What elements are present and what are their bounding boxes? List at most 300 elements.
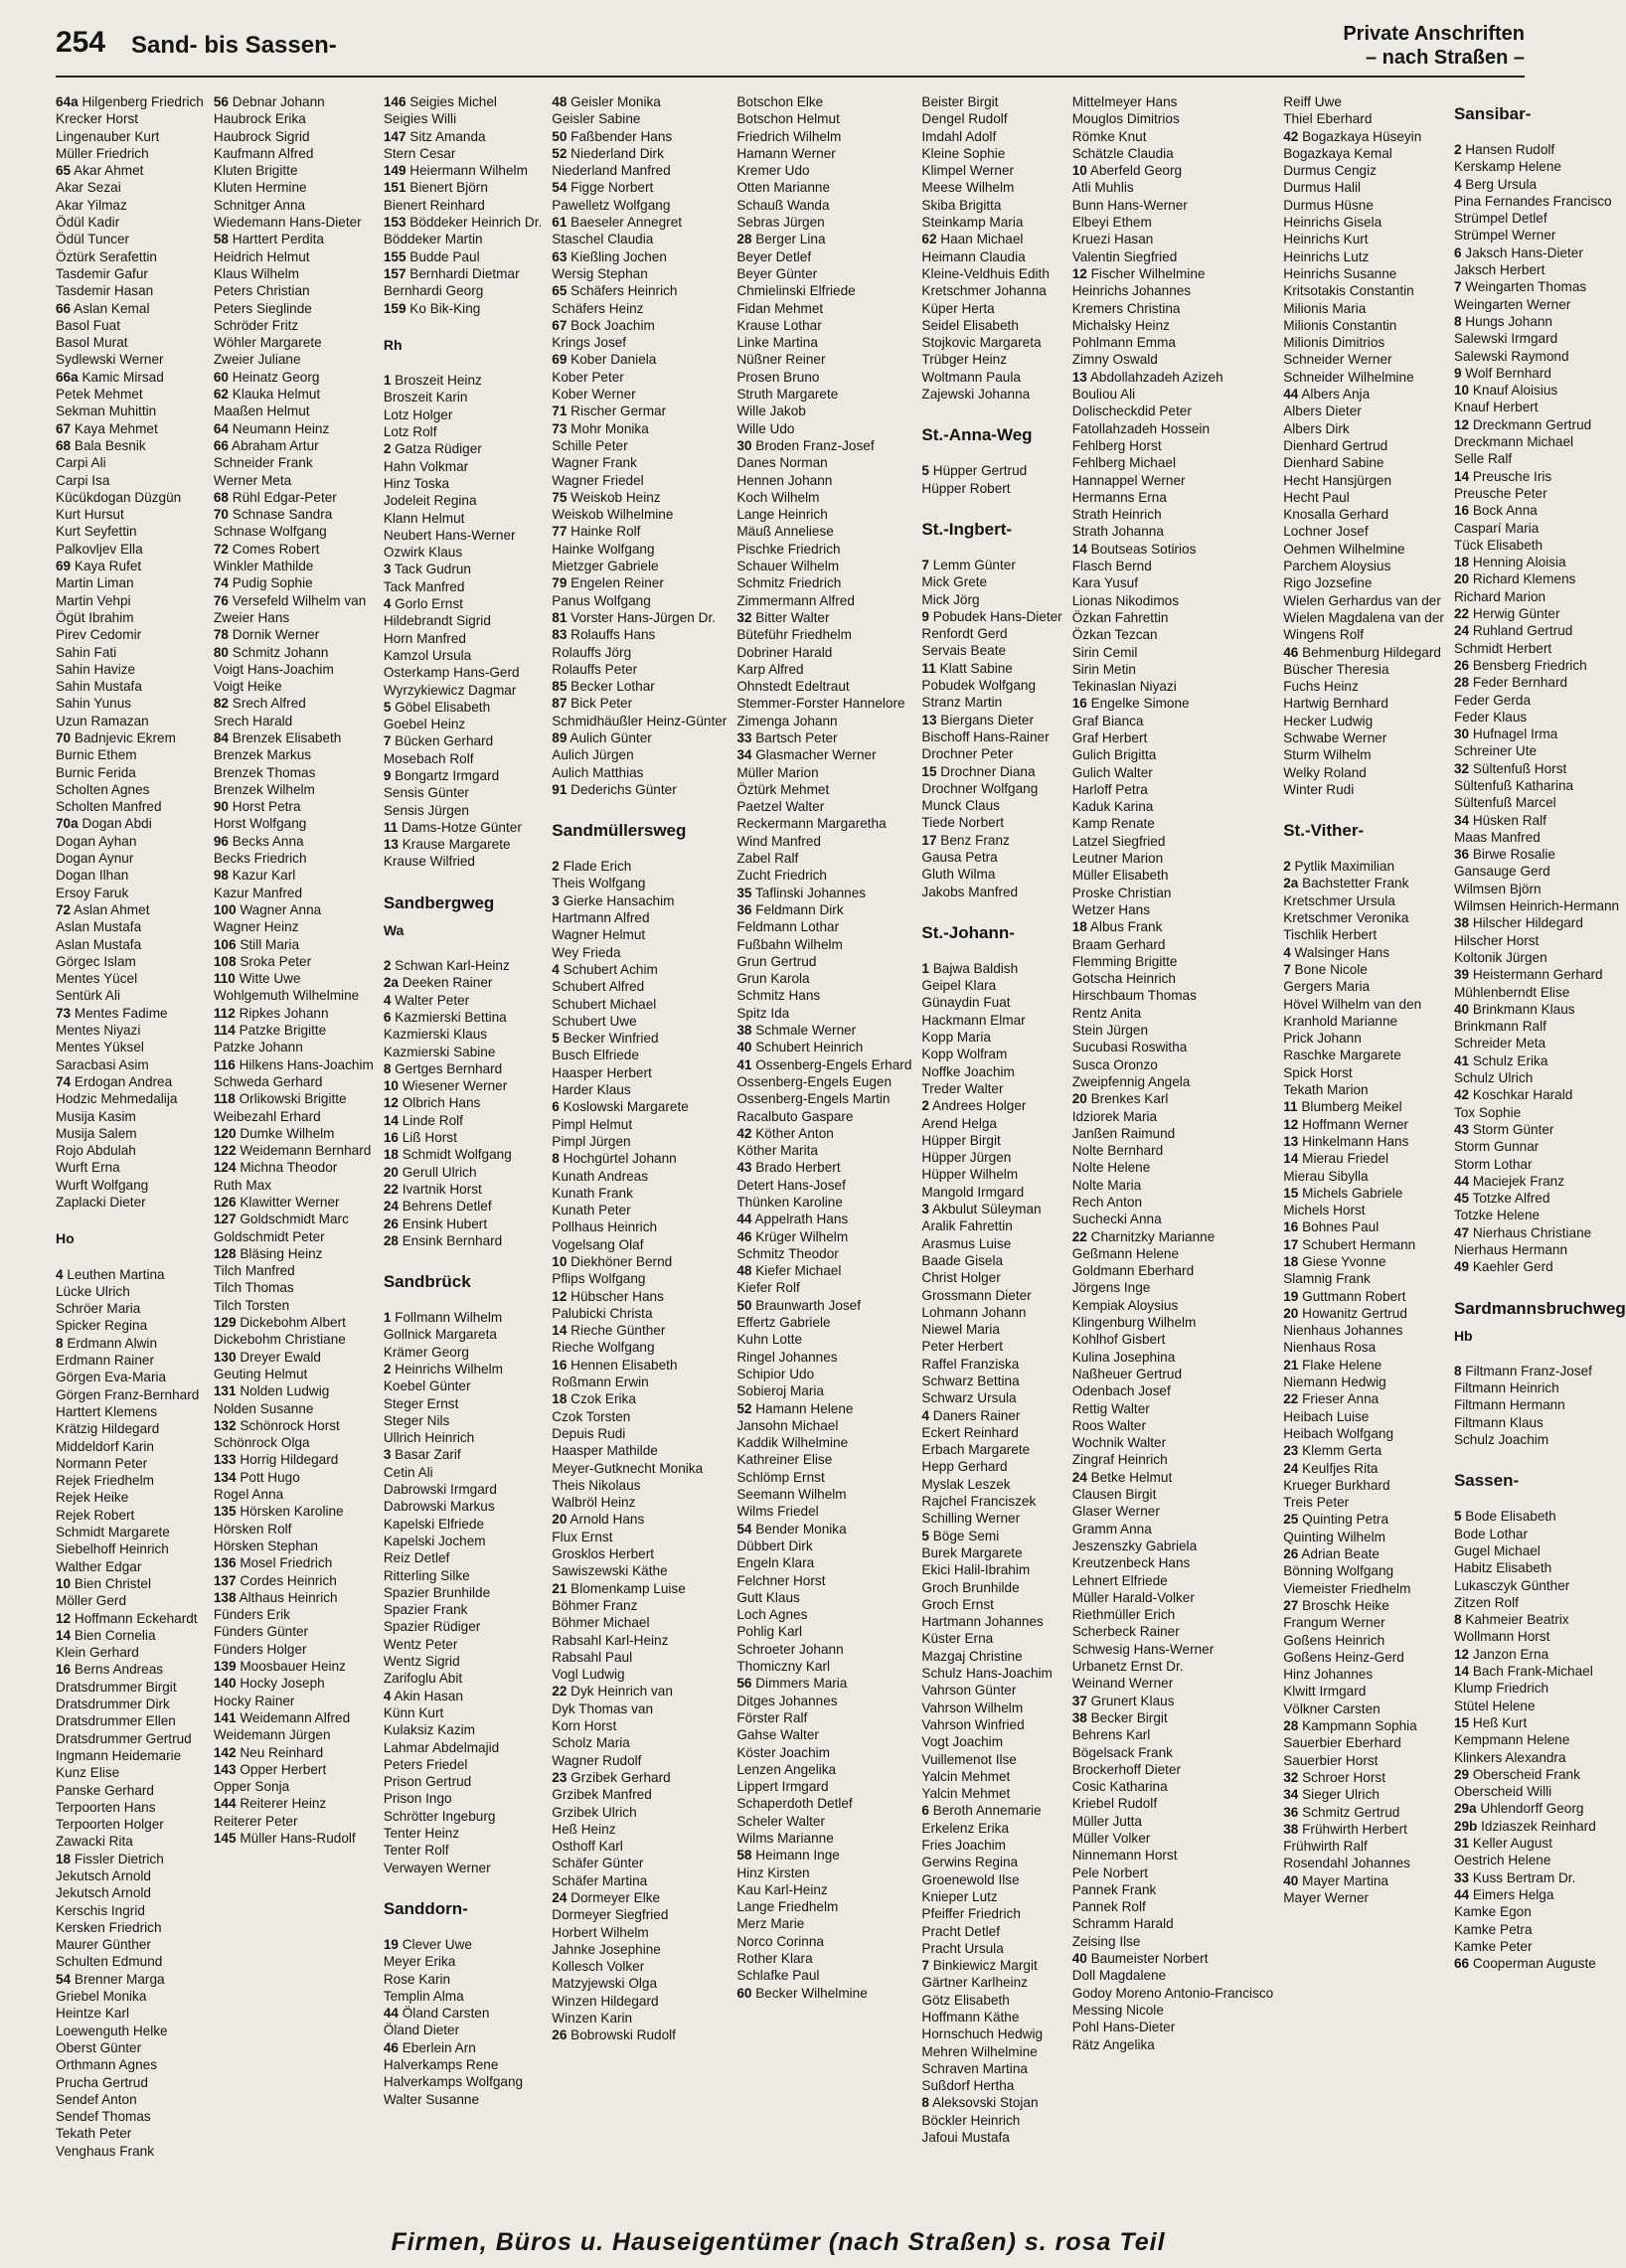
resident-entry: Müller Elisabeth [1071, 868, 1169, 884]
resident-entry: 30 Broden Franz-Josef [736, 437, 875, 453]
resident-entry: Thünken Karoline [736, 1195, 843, 1210]
resident-entry: Bunn Hans-Werner [1071, 197, 1188, 213]
resident-entry: Gahse Walter [736, 1727, 819, 1743]
house-number: 8 [552, 1151, 560, 1167]
resident-entry: Korn Horst [552, 1718, 617, 1734]
resident-entry: Mentes Yücel [56, 971, 138, 987]
resident-entry: Görgen Eva-Maria [56, 1370, 167, 1385]
resident-entry: Weingarten Werner [1453, 296, 1571, 312]
house-number: 44 [736, 1212, 752, 1227]
house-number: 72 [213, 541, 229, 557]
resident-entry: 26 Adrian Beate [1283, 1546, 1380, 1562]
resident-entry: Goldschmidt Peter [213, 1228, 325, 1244]
resident-entry: Böhmer Michael [552, 1615, 650, 1631]
resident-entry: Förster Ralf [736, 1709, 808, 1725]
resident-entry: 32 Schroer Horst [1283, 1769, 1385, 1785]
resident-entry: 4 Daners Rainer [921, 1407, 1021, 1423]
resident-entry: 9 Wolf Bernhard [1453, 365, 1551, 381]
resident-entry: Petek Mehmet [56, 387, 143, 403]
resident-entry: Chmielinski Elfriede [736, 283, 856, 299]
resident-entry: Hoffmann Käthe [921, 2009, 1020, 2025]
directory-columns [56, 93, 1626, 2159]
resident-entry: Quinting Wilhelm [1283, 1529, 1385, 1544]
street-heading: Sandbergweg [383, 892, 495, 912]
house-number: 30 [736, 437, 752, 453]
resident-entry: Haubrock Erika [213, 111, 306, 127]
house-number: 144 [213, 1796, 237, 1812]
resident-entry: Pele Norbert [1071, 1864, 1149, 1880]
resident-entry: Scherbeck Rainer [1071, 1624, 1180, 1640]
resident-entry: Middeldorf Karin [56, 1438, 154, 1454]
resident-entry: 7 Bücken Gerhard [383, 733, 494, 749]
resident-entry: 141 Weidemann Alfred [213, 1709, 351, 1725]
resident-entry: Mäuß Anneliese [736, 524, 834, 540]
resident-entry: 153 Böddeker Heinrich Dr. [383, 215, 543, 231]
house-number: 157 [383, 265, 406, 281]
resident-entry: Zawacki Rita [56, 1834, 133, 1850]
resident-entry: Kerskamp Helene [1453, 159, 1561, 175]
resident-entry: 20 Arnold Hans [552, 1512, 645, 1528]
house-number: 28 [383, 1232, 399, 1248]
resident-entry: Wyrzykiewicz Dagmar [383, 682, 517, 698]
resident-entry: Kretschmer Veronika [1283, 910, 1409, 926]
house-number: 38 [736, 1023, 752, 1039]
resident-entry: Kurt Seyfettin [56, 524, 137, 540]
resident-entry: Strümpel Werner [1453, 228, 1556, 243]
resident-entry: Hamann Werner [736, 145, 836, 161]
resident-entry: Koebel Günter [383, 1378, 471, 1394]
resident-entry: Rejek Heike [56, 1490, 129, 1506]
resident-entry: 133 Horrig Hildegard [213, 1452, 339, 1468]
resident-entry: 157 Bernhardi Dietmar [383, 265, 520, 281]
house-number: 16 [383, 1130, 399, 1146]
resident-entry: 36 Schmitz Gertrud [1283, 1804, 1400, 1820]
resident-entry: 34 Glasmacher Werner [736, 747, 877, 763]
resident-entry: 130 Dreyer Ewald [213, 1349, 321, 1365]
resident-entry: Gerwins Regina [921, 1855, 1019, 1870]
resident-entry: Steinkamp Maria [921, 215, 1024, 231]
resident-entry: Vogt Joachim [921, 1734, 1004, 1750]
resident-entry: 60 Becker Wilhelmine [736, 1985, 868, 2001]
resident-entry: Akar Sezai [56, 180, 121, 196]
resident-entry: Sauerbier Eberhard [1283, 1735, 1401, 1751]
resident-entry: Rogel Anna [213, 1487, 284, 1503]
resident-entry: Knieper Lutz [921, 1888, 998, 1904]
resident-entry: Schubert Alfred [552, 979, 645, 995]
resident-entry: Schwarz Ursula [921, 1390, 1017, 1406]
house-number: 9 [383, 767, 392, 783]
resident-entry: 3 Basar Zarif [383, 1447, 461, 1463]
resident-entry: Gausa Petra [921, 849, 998, 865]
house-number: 54 [736, 1521, 752, 1537]
resident-entry: Woltmann Paula [921, 369, 1021, 385]
resident-entry: Haubrock Sigrid [213, 128, 310, 144]
house-number: 46 [736, 1228, 752, 1244]
house-number: 38 [1283, 1821, 1299, 1837]
house-number: 60 [736, 1985, 752, 2001]
resident-entry: 37 Grunert Klaus [1071, 1693, 1175, 1708]
house-number: 12 [56, 1610, 72, 1626]
resident-entry: 18 Czok Erika [552, 1391, 636, 1407]
resident-entry: Beister Birgit [921, 94, 999, 109]
house-number: 7 [1283, 961, 1291, 977]
resident-entry: Wind Manfred [736, 833, 821, 849]
resident-entry: 4 Gorlo Ernst [383, 596, 463, 612]
resident-entry: Erbach Margarete [921, 1442, 1031, 1458]
resident-entry: Voigt Hans-Joachim [213, 661, 334, 677]
resident-entry: Hinz Johannes [1283, 1667, 1374, 1683]
resident-entry: Storm Lothar [1453, 1156, 1533, 1172]
resident-entry: Frangum Werner [1283, 1615, 1385, 1631]
resident-entry: Sendef Thomas [56, 2109, 151, 2125]
resident-entry: Sensis Günter [383, 785, 469, 801]
resident-entry: Sebras Jürgen [736, 215, 825, 231]
resident-entry: Nolden Susanne [213, 1400, 314, 1416]
resident-entry: Heinrichs Kurt [1283, 232, 1369, 247]
resident-entry: Zingraf Heinrich [1071, 1452, 1168, 1468]
resident-entry: Bogazkaya Kemal [1283, 145, 1392, 161]
resident-entry: Bernhardi Georg [383, 283, 484, 299]
resident-entry: Pracht Ursula [921, 1940, 1004, 1956]
resident-entry: Steger Ernst [383, 1395, 459, 1411]
resident-entry: 11 Blumberg Meikel [1283, 1099, 1402, 1115]
resident-entry: 12 Fischer Wilhelmine [1071, 265, 1206, 281]
resident-entry: Maurer Günther [56, 1937, 151, 1953]
resident-entry: Messing Nicole [1071, 2002, 1164, 2018]
resident-entry: Aralik Fahrettin [921, 1218, 1013, 1234]
house-number: 12 [1453, 1646, 1470, 1662]
house-number: 15 [921, 763, 937, 779]
resident-entry: Kluten Brigitte [213, 163, 298, 179]
resident-entry: Schaperdoth Detlef [736, 1796, 853, 1812]
resident-entry: 2a Bachstetter Frank [1283, 876, 1409, 891]
resident-entry: Erdmann Rainer [56, 1353, 154, 1369]
resident-entry: Srech Harald [213, 713, 293, 729]
resident-entry: 38 Hilscher Hildegard [1453, 915, 1583, 931]
house-number: 13 [1071, 369, 1087, 385]
resident-entry: 32 Sültenfuß Horst [1453, 760, 1567, 776]
house-number: 23 [552, 1769, 568, 1785]
resident-entry: Vahrson Wilhelm [921, 1700, 1024, 1715]
resident-entry: Tilch Manfred [213, 1263, 295, 1279]
resident-entry: 7 Bone Nicole [1283, 961, 1368, 977]
resident-entry: Mayer Werner [1283, 1889, 1370, 1905]
resident-entry: 14 Linde Rolf [383, 1112, 463, 1128]
spacer [552, 846, 727, 858]
resident-entry: Loewenguth Helke [56, 2023, 168, 2038]
resident-entry: Drochner Peter [921, 746, 1014, 762]
resident-entry: Fünders Erik [213, 1607, 290, 1623]
house-number: 26 [1283, 1546, 1299, 1562]
resident-entry: Rieche Wolfgang [552, 1340, 655, 1356]
resident-entry: Gluth Wilma [921, 867, 996, 883]
spacer [384, 317, 542, 329]
house-number: 4 [383, 1688, 392, 1703]
resident-entry: Sensis Jürgen [383, 802, 469, 818]
resident-entry: 70 Badnjevic Ekrem [56, 729, 176, 745]
resident-entry: Mietzger Gabriele [552, 559, 659, 574]
house-number: 66 [1453, 1956, 1470, 1972]
resident-entry: Rentz Anita [1071, 1005, 1142, 1021]
house-number: 27 [1283, 1597, 1299, 1613]
house-number: 28 [736, 232, 752, 247]
house-number: 16 [552, 1357, 568, 1373]
resident-entry: Niederland Manfred [552, 163, 671, 179]
resident-entry: Schulz Hans-Joachim [921, 1666, 1053, 1682]
resident-entry: 122 Weidemann Bernhard [213, 1143, 372, 1159]
section-title-line1: Private Anschriften [1343, 23, 1525, 45]
house-number: 50 [736, 1297, 752, 1313]
resident-entry: Opper Sonja [213, 1779, 290, 1795]
resident-entry: Kazmierski Klaus [383, 1027, 488, 1043]
resident-entry: Wentz Sigrid [383, 1654, 460, 1670]
resident-entry: Kollesch Volker [552, 1959, 645, 1975]
house-number: 12 [1071, 265, 1087, 281]
resident-entry: Pohlmann Emma [1071, 335, 1176, 351]
resident-entry: Dobriner Harald [736, 644, 833, 660]
resident-entry: Kamzol Ursula [383, 647, 472, 663]
house-number: 1 [921, 960, 929, 976]
house-number: 33 [736, 729, 752, 745]
house-number: 16 [1283, 1219, 1299, 1235]
resident-entry: Fuchs Heinz [1283, 679, 1359, 695]
resident-entry: Koch Wilhelm [736, 489, 820, 505]
house-number: 20 [1071, 1091, 1087, 1107]
resident-entry: Sawiszewski Käthe [552, 1563, 668, 1579]
resident-entry: 84 Brenzek Elisabeth [213, 729, 342, 745]
page-range: Sand- bis Sassen- [131, 32, 337, 59]
resident-entry: Köster Joachim [736, 1744, 831, 1760]
resident-entry: 14 Bach Frank-Michael [1453, 1664, 1593, 1680]
resident-entry: 11 Dams-Hotze Günter [383, 819, 522, 835]
resident-entry: Stern Cesar [383, 145, 456, 161]
resident-entry: Wochnik Walter [1071, 1435, 1167, 1451]
resident-entry: 56 Debnar Johann [213, 94, 325, 109]
resident-entry: 39 Heistermann Gerhard [1453, 967, 1603, 983]
resident-entry: Munck Claus [921, 798, 1000, 814]
resident-entry: 20 Richard Klemens [1453, 571, 1576, 587]
house-number: 96 [213, 833, 229, 849]
resident-entry: Kamke Peter [1453, 1938, 1533, 1954]
resident-entry: Wille Udo [736, 420, 795, 436]
house-number: 13 [921, 712, 937, 728]
resident-entry: 8 Filtmann Franz-Josef [1453, 1363, 1592, 1378]
page-header [56, 20, 1525, 78]
house-number: 122 [213, 1143, 237, 1159]
resident-entry: Kapelski Elfriede [383, 1516, 485, 1532]
resident-entry: 4 Leuthen Martina [56, 1266, 165, 1282]
house-number: 127 [213, 1212, 237, 1227]
resident-entry: Rettig Walter [1071, 1400, 1150, 1416]
resident-entry: Brenzek Wilhelm [213, 781, 315, 797]
resident-entry: 35 Taflinski Johannes [736, 885, 867, 900]
house-number: 114 [213, 1023, 236, 1039]
resident-entry: Gärtner Karlheinz [921, 1975, 1028, 1991]
resident-entry: Tekath Marion [1283, 1082, 1369, 1098]
resident-entry: 38 Schmale Werner [736, 1023, 857, 1039]
resident-entry: Wersig Stephan [552, 265, 648, 281]
house-number: 40 [1283, 1872, 1299, 1888]
resident-entry: Winkler Mathilde [213, 559, 314, 574]
street-heading: Sandbrück [383, 1272, 471, 1292]
resident-entry: 60 Heinatz Georg [213, 369, 320, 385]
resident-entry: Beyer Günter [736, 265, 818, 281]
house-number: 14 [1453, 468, 1470, 484]
resident-entry: Kurt Hursut [56, 507, 124, 523]
house-number: 8 [1453, 313, 1462, 329]
resident-entry: 66 Cooperman Auguste [1453, 1956, 1596, 1972]
resident-entry: 8 Aleksovski Stojan [921, 2095, 1039, 2111]
house-number: 98 [213, 868, 229, 884]
resident-entry: Knauf Herbert [1453, 400, 1539, 415]
resident-entry: Harder Klaus [552, 1082, 631, 1098]
resident-entry: Goebel Heinz [383, 717, 466, 732]
house-number: 9 [921, 608, 929, 624]
resident-entry: 24 Betke Helmut [1071, 1469, 1173, 1485]
resident-entry: Nolte Helene [1071, 1160, 1151, 1176]
resident-entry: Heibach Wolfgang [1283, 1425, 1394, 1441]
resident-entry: Noffke Joachim [921, 1063, 1015, 1079]
resident-entry: 83 Rolauffs Hans [552, 627, 656, 643]
resident-entry: 23 Grzibek Gerhard [552, 1769, 671, 1785]
house-number: 23 [1283, 1443, 1299, 1459]
resident-entry: 61 Baeseler Annegret [552, 215, 683, 231]
resident-entry: Römke Knut [1071, 128, 1147, 144]
resident-entry: Dabrowski Irmgard [383, 1482, 497, 1498]
house-number: 110 [213, 971, 236, 987]
resident-entry: Griebel Monika [56, 1989, 147, 2005]
house-number: 40 [1453, 1001, 1470, 1017]
resident-entry: Bienert Reinhard [383, 197, 485, 213]
resident-entry: Wille Jakob [736, 404, 806, 419]
resident-entry: Nolte Bernhard [1071, 1143, 1164, 1159]
resident-entry: Rosendahl Johannes [1283, 1856, 1410, 1871]
house-number: 139 [213, 1659, 237, 1675]
resident-entry: Prison Gertrud [383, 1774, 472, 1790]
resident-entry: Hecht Paul [1283, 489, 1350, 505]
resident-entry: Heidrich Helmut [213, 248, 310, 264]
resident-entry: Naßheuer Gertrud [1071, 1366, 1183, 1381]
resident-entry: Wingens Rolf [1283, 627, 1365, 643]
district-code: Rh [383, 336, 403, 353]
resident-entry: 4 Berg Ursula [1453, 176, 1538, 192]
resident-entry: Loch Agnes [736, 1607, 808, 1623]
resident-entry: 44 Albers Anja [1283, 387, 1371, 403]
resident-entry: Schmitz Hans [736, 988, 821, 1004]
house-number: 26 [383, 1215, 399, 1231]
resident-entry: Yalcin Mehmet [921, 1786, 1011, 1802]
resident-entry: Schmidt Margarete [56, 1525, 170, 1540]
resident-entry: Elbeyi Ethem [1071, 215, 1152, 231]
house-number: 33 [1453, 1869, 1470, 1885]
resident-entry: 74 Erdogan Andrea [56, 1073, 173, 1089]
resident-entry: 18 Fissler Dietrich [56, 1851, 164, 1866]
resident-entry: 28 Ensink Bernhard [383, 1232, 503, 1248]
resident-entry: Schmidt Herbert [1453, 640, 1552, 656]
resident-entry: Milionis Dimitrios [1283, 335, 1385, 351]
resident-entry: Valentin Siegfried [1071, 248, 1178, 264]
house-number: 2 [383, 441, 392, 457]
resident-entry: Zimmermann Alfred [736, 592, 855, 608]
resident-entry: Schmitz Theodor [736, 1245, 839, 1261]
resident-entry: Viemeister Friedhelm [1283, 1580, 1411, 1596]
resident-entry: Geßmann Helene [1071, 1245, 1180, 1261]
resident-entry: Müller Friedrich [56, 145, 149, 161]
resident-entry: Kazmierski Sabine [383, 1044, 496, 1059]
resident-entry: Rabsahl Paul [552, 1649, 633, 1665]
street-heading: Sardmannsbruchweg [1453, 1298, 1626, 1318]
resident-entry: Sekman Muhittin [56, 404, 157, 419]
resident-entry: Siebelhoff Heinrich [56, 1541, 169, 1557]
resident-entry: 2 Andrees Holger [921, 1098, 1027, 1114]
resident-entry: 13 Krause Margarete [383, 837, 511, 853]
resident-entry: Durmus Hüsne [1283, 197, 1374, 213]
resident-entry: Weiskob Wilhelmine [552, 507, 674, 523]
resident-entry: Michalsky Heinz [1071, 317, 1170, 333]
resident-entry: Krause Lothar [736, 317, 822, 333]
resident-entry: Görgen Franz-Bernhard [56, 1386, 200, 1402]
resident-entry: 74 Pudig Sophie [213, 575, 313, 591]
resident-entry: Theis Wolfgang [552, 876, 646, 891]
resident-entry: 6 Beroth Annemarie [921, 1803, 1042, 1819]
directory-column [1454, 93, 1626, 2160]
resident-entry: Strath Johanna [1071, 524, 1164, 540]
resident-entry: Lukasczyk Günther [1453, 1577, 1570, 1593]
house-number: 1 [383, 373, 392, 389]
house-number: 20 [1283, 1305, 1299, 1321]
house-number: 54 [552, 180, 568, 196]
resident-entry: 106 Still Maria [213, 936, 300, 952]
resident-entry: 26 Bensberg Friedrich [1453, 657, 1587, 673]
resident-entry: Dreckmann Michael [1453, 434, 1574, 450]
house-number: 155 [383, 248, 406, 264]
resident-entry: Dormeyer Siegfried [552, 1907, 669, 1923]
resident-entry: 20 Gerull Ulrich [383, 1164, 477, 1180]
resident-entry: 20 Howanitz Gertrud [1283, 1305, 1407, 1321]
resident-entry: Czok Torsten [552, 1408, 631, 1424]
resident-entry: 28 Berger Lina [736, 232, 826, 247]
resident-entry: Wilms Friedel [736, 1504, 819, 1520]
resident-entry: Sahin Fati [56, 644, 117, 660]
house-number: 145 [213, 1830, 237, 1846]
house-number: 70 [213, 507, 229, 523]
resident-entry: 3 Tack Gudrun [383, 562, 471, 577]
resident-entry: Grun Karola [736, 971, 810, 987]
resident-entry: Casparí Maria [1453, 520, 1540, 536]
house-number: 7 [921, 557, 929, 572]
resident-entry: Müller Volker [1071, 1830, 1151, 1846]
resident-entry: 3 Akbulut Süleyman [921, 1202, 1042, 1217]
resident-entry: Hahn Volkmar [383, 458, 469, 474]
house-number: 2 [1453, 142, 1462, 157]
resident-entry: Aulich Matthias [552, 764, 644, 780]
resident-entry: Kluten Hermine [213, 180, 307, 196]
resident-entry: Racalbuto Gaspare [736, 1108, 854, 1124]
resident-entry: 13 Abdollahzadeh Azizeh [1071, 369, 1223, 385]
house-number: 42 [1283, 128, 1299, 144]
resident-entry: 79 Engelen Reiner [552, 575, 664, 591]
resident-entry: 80 Schmitz Johann [213, 644, 329, 660]
resident-entry: Kuhn Lotte [736, 1332, 803, 1348]
resident-entry: 118 Orlikowski Brigitte [213, 1091, 347, 1107]
resident-entry: 25 Quinting Petra [1283, 1512, 1389, 1528]
resident-entry: Rech Anton [1071, 1195, 1143, 1210]
resident-entry: Ossenberg-Engels Eugen [736, 1073, 892, 1089]
resident-entry: Hainke Wolfgang [552, 541, 655, 557]
resident-entry: 34 Hüsken Ralf [1453, 812, 1546, 828]
house-number: 70a [56, 816, 79, 832]
resident-entry: Pimpl Helmut [552, 1116, 633, 1132]
